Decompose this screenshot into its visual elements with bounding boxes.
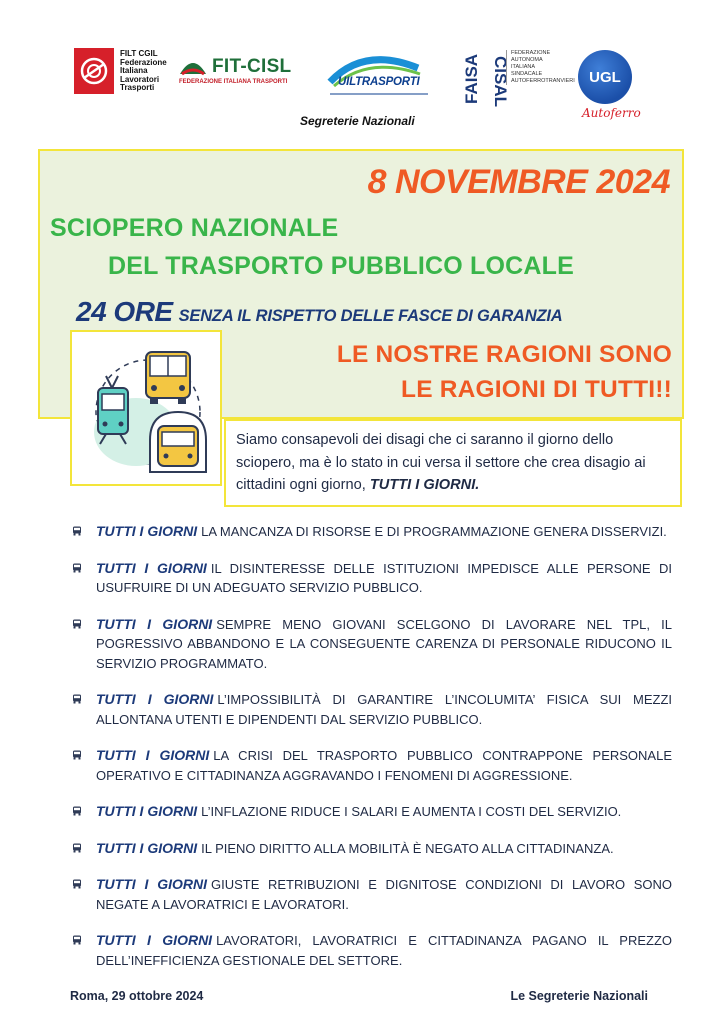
strike-guarantee-note: SENZA IL RISPETTO DELLE FASCE DI GARANZIA — [178, 307, 563, 325]
reason-text: L’IMPOSSIBILITÀ DI GARANTIRE L’INCOLUMITA’ FISICA SUI MEZZI ALLONTANA UTENTI E DIPENDENTI DAL SERVIZIO PUBBLICO. — [96, 692, 673, 727]
transport-illustration — [70, 330, 222, 486]
reason-text: SEMPRE MENO GIOVANI SCELGONO DI LAVORARE NEL TPL, IL POGRESSIVO ABBANDONO E LA CONSEGUENTE CARENZA DI PERSONALE RIDUCONO IL SERVIZIO PROGRAMMATO. — [96, 616, 672, 671]
bus-icon — [146, 352, 190, 404]
bus-bullet-icon — [72, 806, 82, 816]
fit-cisl-subtitle: FEDERAZIONE ITALIANA TRASPORTI — [179, 79, 288, 85]
reason-lead: TUTTI I GIORNI — [96, 839, 198, 856]
bus-bullet-icon — [72, 619, 82, 629]
reason-lead: TUTTI I GIORNI — [96, 691, 214, 707]
strike-title-line-2: DEL TRASPORTO PUBBLICO LOCALE — [108, 252, 575, 280]
bus-bullet-icon — [72, 935, 82, 945]
faisa-cisal-logo-icon — [462, 50, 510, 107]
reason-text: LA CRISI DEL TRASPORTO PUBBLICO CONTRAPPONE PERSONALE OPERATIVO E CITTADINANZA AGGRAVANDO I FENOMENI DI AGGRESSIONE. — [96, 748, 672, 783]
reason-lead: TUTTI I GIORNI — [96, 523, 198, 539]
list-item — [72, 875, 672, 914]
uiltrasporti-logo — [324, 52, 436, 102]
list-item — [72, 615, 672, 674]
bus-bullet-icon — [72, 563, 82, 573]
reasons-slogan-line-2: LE RAGIONI DI TUTTI!! — [401, 376, 672, 403]
list-item — [72, 559, 672, 598]
bus-bullet-icon — [72, 750, 82, 760]
reasons-slogan-line-1: LE NOSTRE RAGIONI SONO — [336, 341, 672, 368]
signature: Le Segreterie Nazionali — [510, 989, 648, 1003]
strike-date: 8 NOVEMBRE 2024 — [367, 163, 670, 201]
fit-cisl-emblem-icon — [178, 56, 208, 78]
reason-text: LAVORATORI, LAVORATRICI E CITTADINANZA PAGANO IL PREZZO DELL’INEFFICIENZA GESTIONALE DEL SETTORE. — [96, 933, 672, 968]
list-item — [72, 746, 672, 785]
ugl-subtitle: Autoferro — [582, 106, 641, 120]
ugl-circle: UGL — [578, 50, 632, 104]
place-and-date: Roma, 29 ottobre 2024 — [70, 989, 204, 1003]
ugl-logo — [578, 50, 641, 120]
reason-text: L’INFLAZIONE RIDUCE I SALARI E AUMENTA I COSTI DEL SERVIZIO. — [201, 804, 622, 819]
svg-text:CISAL: CISAL — [491, 56, 510, 107]
list-item — [72, 839, 672, 859]
list-item — [72, 931, 672, 970]
list-item — [72, 522, 672, 542]
reason-lead: TUTTI I GIORNI — [96, 803, 198, 819]
reason-lead: TUTTI I GIORNI — [96, 747, 210, 763]
intro-paragraph — [224, 419, 682, 507]
fit-cisl-name: FIT-CISL — [212, 56, 292, 77]
bus-bullet-icon — [72, 694, 82, 704]
filt-cgil-logo-text: FILT CGIL Federazione Italiana Lavoratori Trasporti — [120, 49, 167, 93]
reason-text: GIUSTE RETRIBUZIONI E DIGNITOSE CONDIZIONI DI LAVORO SONO NEGATE A LAVORATRICI E LAVORATORI. — [96, 877, 672, 912]
reasons-list — [72, 522, 672, 987]
strike-duration — [76, 296, 562, 328]
strike-title-line-1: SCIOPERO NAZIONALE — [50, 214, 339, 242]
filt-cgil-logo-icon — [74, 48, 114, 94]
intro-emphasis: TUTTI I GIORNI. — [369, 477, 480, 493]
intro-text: Siamo consapevoli dei disagi che ci saranno il giorno dello sciopero, ma è lo stato in cui versa il settore che crea disagio ai cittadini ogni giorno, — [236, 432, 646, 493]
svg-text:FAISA: FAISA — [462, 53, 481, 104]
reason-lead: TUTTI I GIORNI — [96, 615, 213, 632]
list-item — [72, 690, 672, 729]
segreterie-nazionali-heading: Segreterie Nazionali — [300, 114, 415, 128]
transport-illustration-icon — [72, 332, 220, 484]
bus-bullet-icon — [72, 879, 82, 889]
uiltrasporti-name: UILTRASPORTI — [338, 76, 420, 88]
reason-lead: TUTTI I GIORNI — [96, 932, 213, 948]
reason-text: LA MANCANZA DI RISORSE E DI PROGRAMMAZIONE GENERA DISSERVIZI. — [201, 524, 667, 539]
tram-icon — [98, 376, 128, 444]
metro-icon — [150, 412, 206, 472]
reason-lead: TUTTI I GIORNI — [96, 559, 207, 576]
reason-text: IL PIENO DIRITTO ALLA MOBILITÀ È NEGATO ALLA CITTADINANZA. — [201, 840, 614, 856]
bus-bullet-icon — [72, 526, 82, 536]
reason-text: IL DISINTERESSE DELLE ISTITUZIONI IMPEDISCE ALLE PERSONE DI USUFRUIRE DI UN ADEGUATO SERVIZIO PUBBLICO. — [96, 560, 673, 595]
strike-hours: 24 ORE — [76, 296, 173, 327]
list-item — [72, 802, 672, 822]
faisa-cisal-subtitle: FEDERAZIONE AUTONOMA ITALIANA SINDACALE AUTOFERROTRANVIERI — [506, 50, 575, 85]
reason-lead: TUTTI I GIORNI — [96, 876, 207, 892]
bus-bullet-icon — [72, 843, 82, 853]
fit-cisl-logo — [178, 56, 291, 85]
